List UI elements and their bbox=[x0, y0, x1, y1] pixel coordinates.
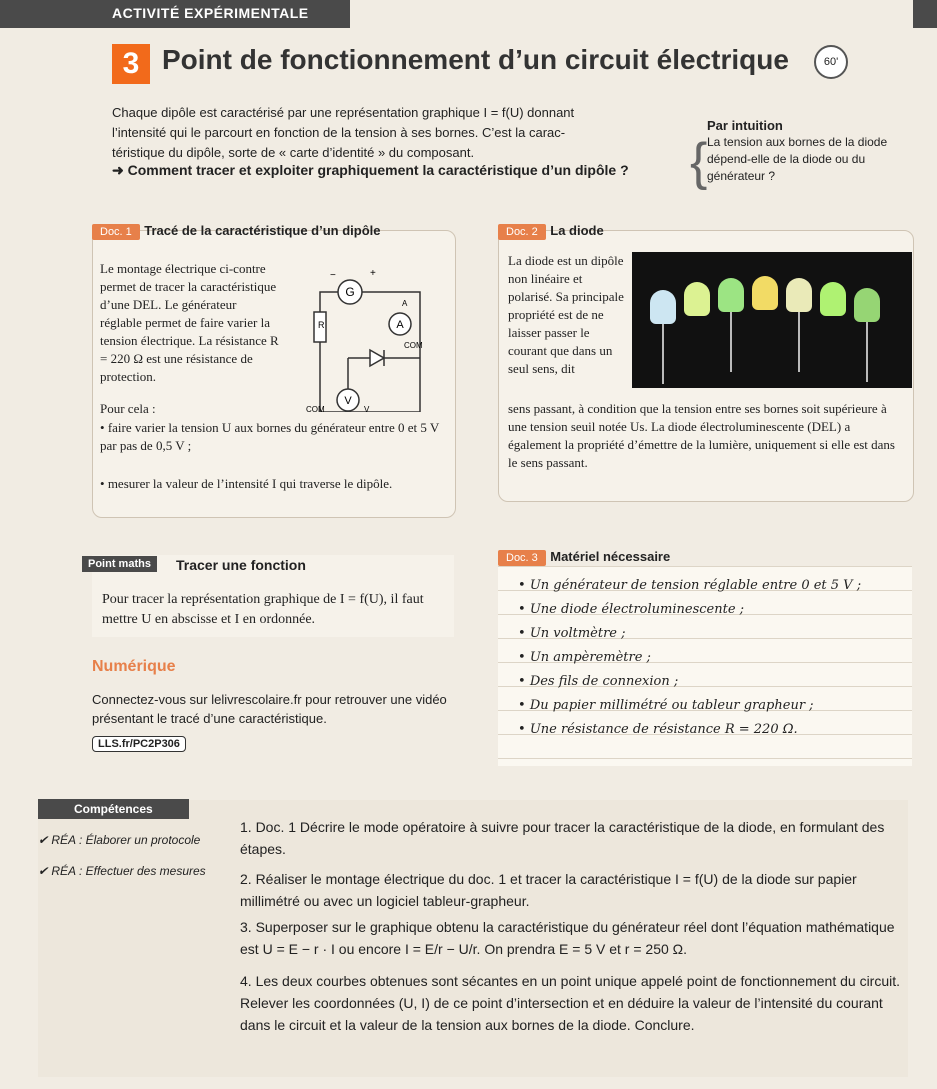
list-item: • Une résistance de résistance R = 220 Ω. bbox=[518, 722, 798, 737]
competence-item: ✔ RÉA : Élaborer un protocole bbox=[38, 833, 201, 847]
list-item: • Une diode électroluminescente ; bbox=[518, 602, 745, 617]
list-item-text: Du papier millimétré ou tableur grapheur ; bbox=[529, 698, 814, 713]
list-item-text: Un générateur de tension réglable entre 0 et 5 V ; bbox=[529, 578, 862, 593]
list-item-text: Un ampèremètre ; bbox=[529, 650, 651, 665]
voltmeter-v-terminal: V bbox=[364, 405, 370, 412]
intuition-box bbox=[707, 117, 907, 185]
list-item: • Du papier millimétré ou tableur grapheur ; bbox=[518, 698, 814, 713]
doc1-bullet-2-text: mesurer la valeur de l’intensité I qui traverse le dipôle. bbox=[107, 476, 393, 491]
doc2-label: Doc. 2 bbox=[498, 224, 546, 240]
timer-icon: 60' bbox=[814, 45, 848, 79]
doc2-text-2: sens passant, à condition que la tension entre ses bornes soit supérieure à une tension seuil notée Us. La diode électroluminescente (DEL) a également la propriété d’émettre de la lumière, uniquement si elle est dans le sens passant. bbox=[508, 401, 895, 470]
intuition-title: Par intuition bbox=[707, 118, 783, 133]
list-item-text: Un voltmètre ; bbox=[529, 626, 626, 641]
led-lead bbox=[866, 322, 868, 382]
numerique-title: Numérique bbox=[92, 658, 176, 675]
page-tab bbox=[913, 0, 937, 28]
led-image bbox=[786, 278, 812, 312]
competences-list bbox=[38, 832, 218, 880]
list-item-text: Une diode électroluminescente ; bbox=[529, 602, 745, 617]
doc2-text-1: La diode est un dipôle non linéaire et polarisé. Sa principale propriété est de ne laisser passer le courant que dans un seul sens, dit bbox=[508, 253, 624, 376]
question-1: 1. Doc. 1 Décrire le mode opératoire à suivre pour tracer la caractéristique de la diode, en formulant des étapes. bbox=[240, 819, 885, 857]
brace-icon: { bbox=[690, 133, 708, 191]
led-image bbox=[820, 282, 846, 316]
list-item-text: Une résistance de résistance R = 220 Ω. bbox=[529, 722, 798, 737]
doc1-bullet-2: • mesurer la valeur de l’intensité I qui traverse le dipôle. bbox=[100, 476, 393, 491]
activity-number: 3 bbox=[112, 44, 150, 84]
list-item: • Des fils de connexion ; bbox=[518, 674, 679, 689]
led-lead bbox=[662, 324, 664, 384]
doc1-label: Doc. 1 bbox=[92, 224, 140, 240]
list-item-text: Des fils de connexion ; bbox=[529, 674, 679, 689]
led-image bbox=[752, 276, 778, 310]
led-image bbox=[650, 290, 676, 324]
generator-label: G bbox=[345, 285, 355, 299]
question-4: 4. Les deux courbes obtenues sont sécantes en un point unique appelé point de fonctionnement du circuit. Relever les coordonnées (U, I) de ce point d’intersection et en déduire la valeur de l’intensité du courant dans le circuit et la valeur de la tension aux bornes de la diode. Conclure. bbox=[240, 973, 901, 1033]
resistor-label: R bbox=[318, 320, 325, 330]
pointmaths-label: Point maths bbox=[82, 556, 157, 572]
activity-banner-label: ACTIVITÉ EXPÉRIMENTALE bbox=[112, 5, 309, 21]
doc1-bullet-1-text: faire varier la tension U aux bornes du générateur entre 0 et 5 V par pas de 0,5 V ; bbox=[100, 420, 440, 453]
diode-symbol bbox=[370, 350, 384, 366]
intro-text bbox=[112, 103, 672, 163]
doc1-title: Tracé de la caractéristique d’un dipôle bbox=[144, 223, 381, 238]
activity-banner bbox=[0, 0, 350, 28]
doc1-pour: Pour cela : bbox=[100, 401, 156, 416]
intuition-text: La tension aux bornes de la diode dépend-elle de la diode ou du générateur ? bbox=[707, 135, 888, 183]
competence-item: ✔ RÉA : Effectuer des mesures bbox=[38, 864, 206, 878]
led-lead bbox=[798, 312, 800, 372]
doc1-header bbox=[92, 222, 381, 240]
minus-sign: − bbox=[330, 270, 336, 281]
doc1-text: Le montage électrique ci-contre permet de tracer la caractéristique d’une DEL. Le générateur réglable permet de faire varier la tension électrique. La résistance R = 220 Ω est une résistance de protection. bbox=[100, 261, 279, 384]
led-photo bbox=[632, 252, 912, 388]
pointmaths-text: Pour tracer la représentation graphique de I = f(U), il faut mettre U en abscisse et I en ordonnée. bbox=[102, 592, 424, 627]
led-image bbox=[854, 288, 880, 322]
list-item: • Un générateur de tension réglable entre 0 et 5 V ; bbox=[518, 578, 862, 593]
numerique-text: Connectez-vous sur lelivrescolaire.fr pour retrouver une vidéo présentant le tracé d’une caractéristique. bbox=[92, 692, 447, 726]
led-lead bbox=[730, 312, 732, 372]
doc2-title: La diode bbox=[550, 223, 604, 238]
intro-line: Chaque dipôle est caractérisé par une représentation graphique I = f(U) donnant bbox=[112, 105, 575, 120]
competences-label: Compétences bbox=[38, 799, 189, 819]
doc3-title: Matériel nécessaire bbox=[550, 549, 671, 564]
video-link[interactable]: LLS.fr/PC2P306 bbox=[92, 736, 186, 752]
ammeter-com-terminal: COM bbox=[404, 341, 423, 350]
question-2: 2. Réaliser le montage électrique du doc. 1 et tracer la caractéristique I = f(U) de la diode sur papier millimétré ou avec un logiciel tableur-grapheur. bbox=[240, 871, 857, 909]
led-image bbox=[718, 278, 744, 312]
led-image bbox=[684, 282, 710, 316]
circuit-diagram bbox=[300, 262, 450, 412]
page-title: Point de fonctionnement d’un circuit électrique bbox=[162, 44, 789, 75]
ammeter-label: A bbox=[396, 319, 404, 331]
voltmeter-label: V bbox=[344, 395, 352, 407]
ammeter-a-terminal: A bbox=[402, 299, 408, 308]
intro-line: téristique du dipôle, sorte de « carte d’identité » du composant. bbox=[112, 145, 475, 160]
plus-sign: + bbox=[370, 268, 376, 279]
doc3-label: Doc. 3 bbox=[498, 550, 546, 566]
list-item: • Un ampèremètre ; bbox=[518, 650, 651, 665]
doc2-header bbox=[498, 222, 604, 240]
question-3: 3. Superposer sur le graphique obtenu la caractéristique du générateur réel dont l’équation mathématique est U = E − r · I ou encore I = E/r − U/r. On prendra E = 5 V et r = 250 Ω. bbox=[240, 919, 895, 957]
doc1-bullet-1: • faire varier la tension U aux bornes du générateur entre 0 et 5 V par pas de 0,5 V ; bbox=[100, 420, 440, 453]
voltmeter-com-terminal: COM bbox=[306, 405, 325, 412]
intro-line: l’intensité qui le parcourt en fonction de la tension à ses bornes. C’est la carac- bbox=[112, 125, 566, 140]
list-item: • Un voltmètre ; bbox=[518, 626, 626, 641]
main-question: ➜ Comment tracer et exploiter graphiquement la caractéristique d’un dipôle ? bbox=[112, 162, 629, 178]
materials-list bbox=[518, 574, 908, 742]
doc3-header bbox=[498, 548, 670, 566]
pointmaths-title: Tracer une fonction bbox=[176, 557, 306, 573]
